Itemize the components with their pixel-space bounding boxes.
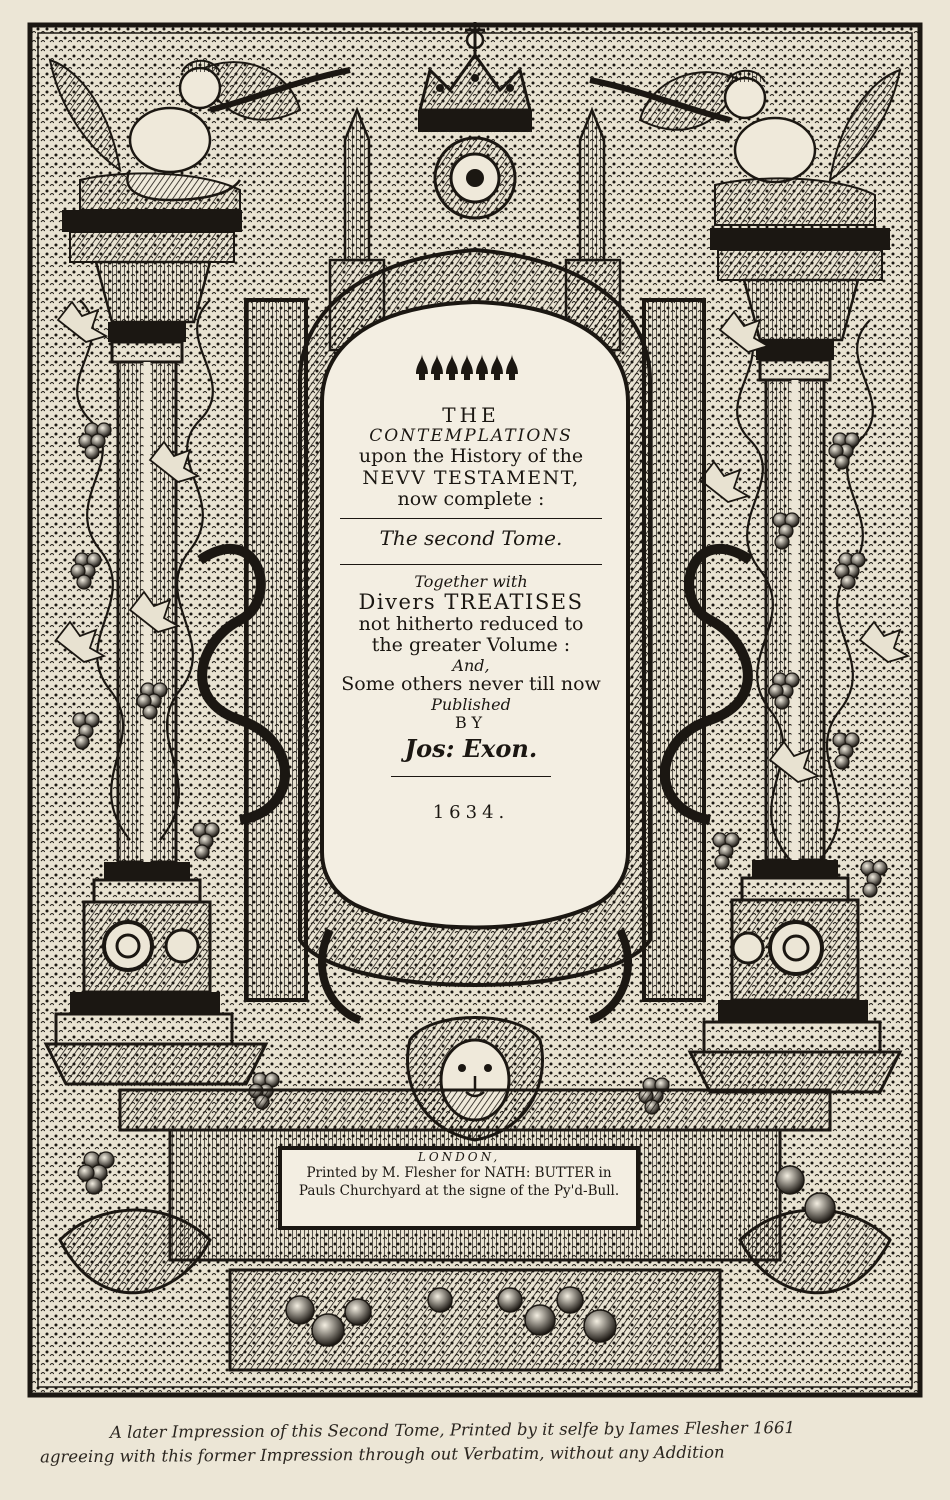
text-together-with: Together with (414, 571, 528, 591)
handwritten-note (40, 1415, 930, 1469)
title-line-1: upon the History of the (358, 445, 584, 468)
handwritten-line-2: agreeing with this former Impression through out Verbatim, without any Addition (40, 1442, 725, 1467)
imprint-line-2: Pauls Churchyard at the signe of the Py'd-Bull. (298, 1182, 620, 1199)
text-divers-treatises: Divers TREATISES (358, 589, 584, 614)
title-new-testament: NEVV TESTAMENT, (362, 466, 580, 489)
author-name: Jos: Exon. (404, 733, 538, 763)
text-published: Published (431, 694, 511, 714)
title-line-3: now complete : (397, 487, 545, 510)
title-block (318, 404, 624, 824)
divider-rule (340, 564, 602, 565)
text-and: And, (452, 655, 490, 675)
imprint-block (283, 1150, 635, 1200)
title-the: THE (442, 403, 500, 427)
divider-rule (391, 776, 551, 777)
handwritten-line-1: A later Impression of this Second Tome, Printed by it selfe by Iames Flesher 1661 (109, 1418, 796, 1442)
divider-rule (340, 518, 602, 519)
text-line-6: Some others never till now (341, 673, 601, 696)
subtitle-tome: The second Tome. (379, 526, 563, 551)
text-line-5: the greater Volume : (371, 634, 571, 657)
text-by: BY (454, 712, 488, 732)
imprint-city: LONDON, (417, 1150, 501, 1164)
publication-year: 1634. (432, 802, 510, 824)
title-contemplations: CONTEMPLATIONS (369, 426, 573, 447)
tudor-rose-icon (435, 138, 515, 218)
imprint-line-1: Printed by M. Flesher for NATH: BUTTER in (306, 1165, 612, 1182)
text-line-4: not hitherto reduced to (358, 613, 584, 636)
